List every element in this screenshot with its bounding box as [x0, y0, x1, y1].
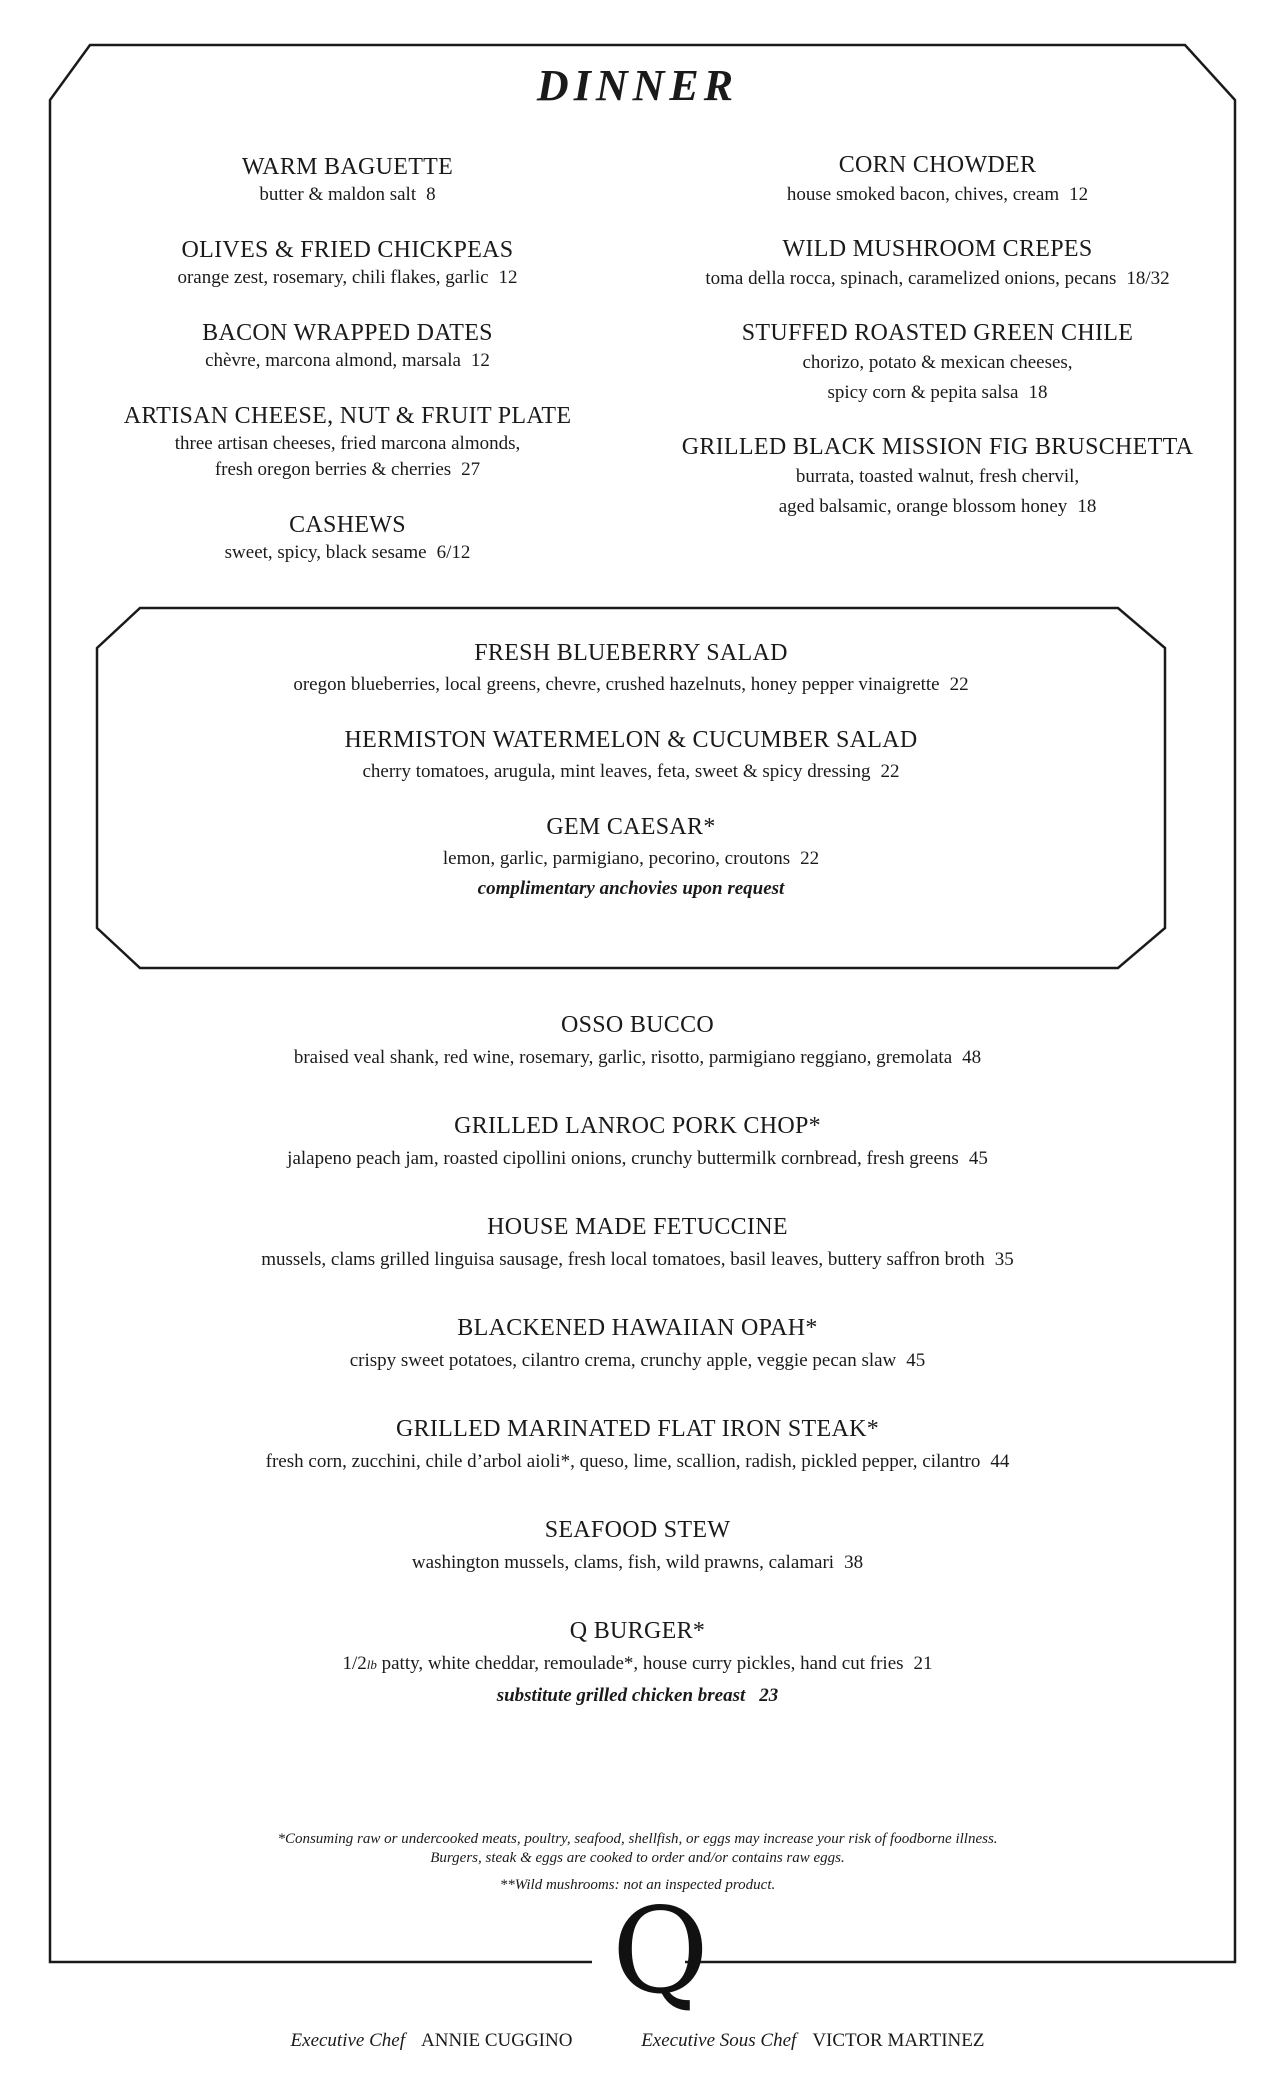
item-name: CORN CHOWDER — [838, 152, 1037, 178]
item-description: mussels, clams grilled linguisa sausage, fresh local tomatoes, basil leaves, buttery saffron broth — [261, 1249, 985, 1270]
item-name: FRESH BLUEBERRY SALAD — [474, 640, 788, 666]
menu-item — [655, 432, 1220, 522]
item-name: GRILLED BLACK MISSION FIG BRUSCHETTA — [681, 434, 1194, 460]
item-price: 18 — [1028, 382, 1048, 403]
item-price: 18 — [1077, 496, 1097, 517]
item-price: 45 — [968, 1148, 988, 1169]
menu-item — [100, 1616, 1175, 1709]
item-name: CASHEWS — [289, 512, 406, 538]
menu-item — [100, 812, 1162, 902]
starters-right-column — [655, 150, 1220, 546]
menu-item — [80, 318, 615, 374]
chef-credits — [0, 2030, 1275, 2052]
item-description: house smoked bacon, chives, cream — [786, 184, 1060, 205]
item-description: crispy sweet potatoes, cilantro crema, crunchy apple, veggie pecan slaw — [349, 1350, 897, 1371]
mains-section — [100, 1010, 1175, 1744]
item-price: 22 — [949, 674, 969, 695]
item-price: 22 — [880, 761, 900, 782]
menu-item — [100, 1212, 1175, 1278]
menu-item — [100, 1414, 1175, 1480]
item-description-line2: aged balsamic, orange blossom honey — [778, 496, 1068, 517]
sous-chef-role: Executive Sous Chef — [641, 2030, 797, 2051]
item-description: braised veal shank, red wine, rosemary, garlic, risotto, parmigiano reggiano, gremolata — [293, 1047, 953, 1068]
item-description: burrata, toasted walnut, fresh chervil, — [795, 466, 1080, 487]
item-description: patty, white cheddar, remoulade*, house curry pickles, hand cut fries — [381, 1653, 904, 1674]
chef-role: Executive Chef — [290, 2030, 405, 2051]
item-price: 6/12 — [436, 542, 471, 563]
item-description: chèvre, marcona almond, marsala — [205, 350, 461, 371]
item-name: WARM BAGUETTE — [241, 154, 454, 180]
item-name: BACON WRAPPED DATES — [202, 320, 493, 346]
item-description: orange zest, rosemary, chili flakes, garlic — [177, 267, 489, 288]
item-description: oregon blueberries, local greens, chevre, crushed hazelnuts, honey pepper vinaigrette — [293, 674, 940, 695]
item-note: substitute grilled chicken breast — [496, 1685, 746, 1706]
menu-item — [100, 1313, 1175, 1379]
salads-section — [100, 638, 1162, 925]
item-note: complimentary anchovies upon request — [477, 878, 785, 899]
item-description: sweet, spicy, black sesame — [224, 542, 427, 563]
q-logo: Q — [612, 1882, 709, 2020]
item-price: 21 — [913, 1653, 933, 1674]
item-price: 18/32 — [1126, 268, 1170, 289]
item-description: fresh corn, zucchini, chile d’arbol aioli*, queso, lime, scallion, radish, pickled pepper, cilantro — [265, 1451, 981, 1472]
menu-item — [655, 150, 1220, 210]
disclaimer-line: Burgers, steak & eggs are cooked to order and/or contains raw eggs. — [430, 1850, 845, 1866]
item-description-line2: fresh oregon berries & cherries — [214, 459, 452, 480]
item-price: 38 — [844, 1552, 864, 1573]
menu-item — [100, 725, 1162, 789]
menu-item — [80, 235, 615, 291]
item-name: GRILLED LANROC PORK CHOP* — [454, 1113, 821, 1139]
item-note-price: 23 — [759, 1685, 779, 1706]
disclaimer-line: *Consuming raw or undercooked meats, poultry, seafood, shellfish, or eggs may increase your risk of foodborne illness. — [277, 1831, 998, 1847]
item-name: OSSO BUCCO — [560, 1012, 715, 1038]
menu-item — [100, 1111, 1175, 1177]
item-description: chorizo, potato & mexican cheeses, — [802, 352, 1073, 373]
mushroom-notice: **Wild mushrooms: not an inspected product. — [499, 1877, 776, 1893]
item-description: lemon, garlic, parmigiano, pecorino, croutons — [442, 848, 791, 869]
sous-chef-name: VICTOR MARTINEZ — [812, 2030, 985, 2051]
item-price: 12 — [470, 350, 490, 371]
item-price: 27 — [461, 459, 481, 480]
item-name: HOUSE MADE FETUCCINE — [487, 1214, 788, 1240]
menu-item — [100, 638, 1162, 702]
item-description: washington mussels, clams, fish, wild prawns, calamari — [411, 1552, 835, 1573]
item-name: STUFFED ROASTED GREEN CHILE — [741, 320, 1134, 346]
menu-item — [80, 152, 615, 208]
item-price: 12 — [1069, 184, 1089, 205]
item-name: HERMISTON WATERMELON & CUCUMBER SALAD — [344, 727, 918, 753]
item-name: OLIVES & FRIED CHICKPEAS — [181, 237, 514, 263]
item-description: three artisan cheeses, fried marcona almonds, — [174, 433, 521, 454]
item-price: 35 — [994, 1249, 1014, 1270]
menu-item — [100, 1515, 1175, 1581]
item-price: 45 — [906, 1350, 926, 1371]
burger-weight: 1/2 — [342, 1653, 367, 1674]
item-name: SEAFOOD STEW — [544, 1517, 731, 1543]
chef-name: ANNIE CUGGINO — [421, 2030, 573, 2051]
starters-left-column — [80, 152, 615, 593]
item-description: toma della rocca, spinach, caramelized onions, pecans — [705, 268, 1117, 289]
menu-item — [655, 318, 1220, 408]
menu-item — [100, 1010, 1175, 1076]
item-name: ARTISAN CHEESE, NUT & FRUIT PLATE — [123, 403, 572, 429]
item-price: 48 — [962, 1047, 982, 1068]
menu-item — [80, 401, 615, 483]
item-name: GEM CAESAR* — [546, 814, 716, 840]
item-name: GRILLED MARINATED FLAT IRON STEAK* — [395, 1416, 880, 1442]
item-description: butter & maldon salt — [259, 184, 417, 205]
burger-weight-unit: lb — [366, 1657, 377, 1672]
item-name: Q BURGER* — [569, 1618, 706, 1644]
item-description: cherry tomatoes, arugula, mint leaves, feta, sweet & spicy dressing — [362, 761, 871, 782]
item-description: jalapeno peach jam, roasted cipollini onions, crunchy buttermilk cornbread, fresh greens — [287, 1148, 959, 1169]
menu-title: DINNER — [536, 61, 739, 110]
item-price: 12 — [498, 267, 518, 288]
menu-item — [80, 510, 615, 566]
item-price: 8 — [426, 184, 436, 205]
item-price: 22 — [800, 848, 820, 869]
item-name: WILD MUSHROOM CREPES — [782, 236, 1093, 262]
item-name: BLACKENED HAWAIIAN OPAH* — [457, 1315, 818, 1341]
item-description-line2: spicy corn & pepita salsa — [827, 382, 1019, 403]
item-price: 44 — [990, 1451, 1010, 1472]
menu-item — [655, 234, 1220, 294]
